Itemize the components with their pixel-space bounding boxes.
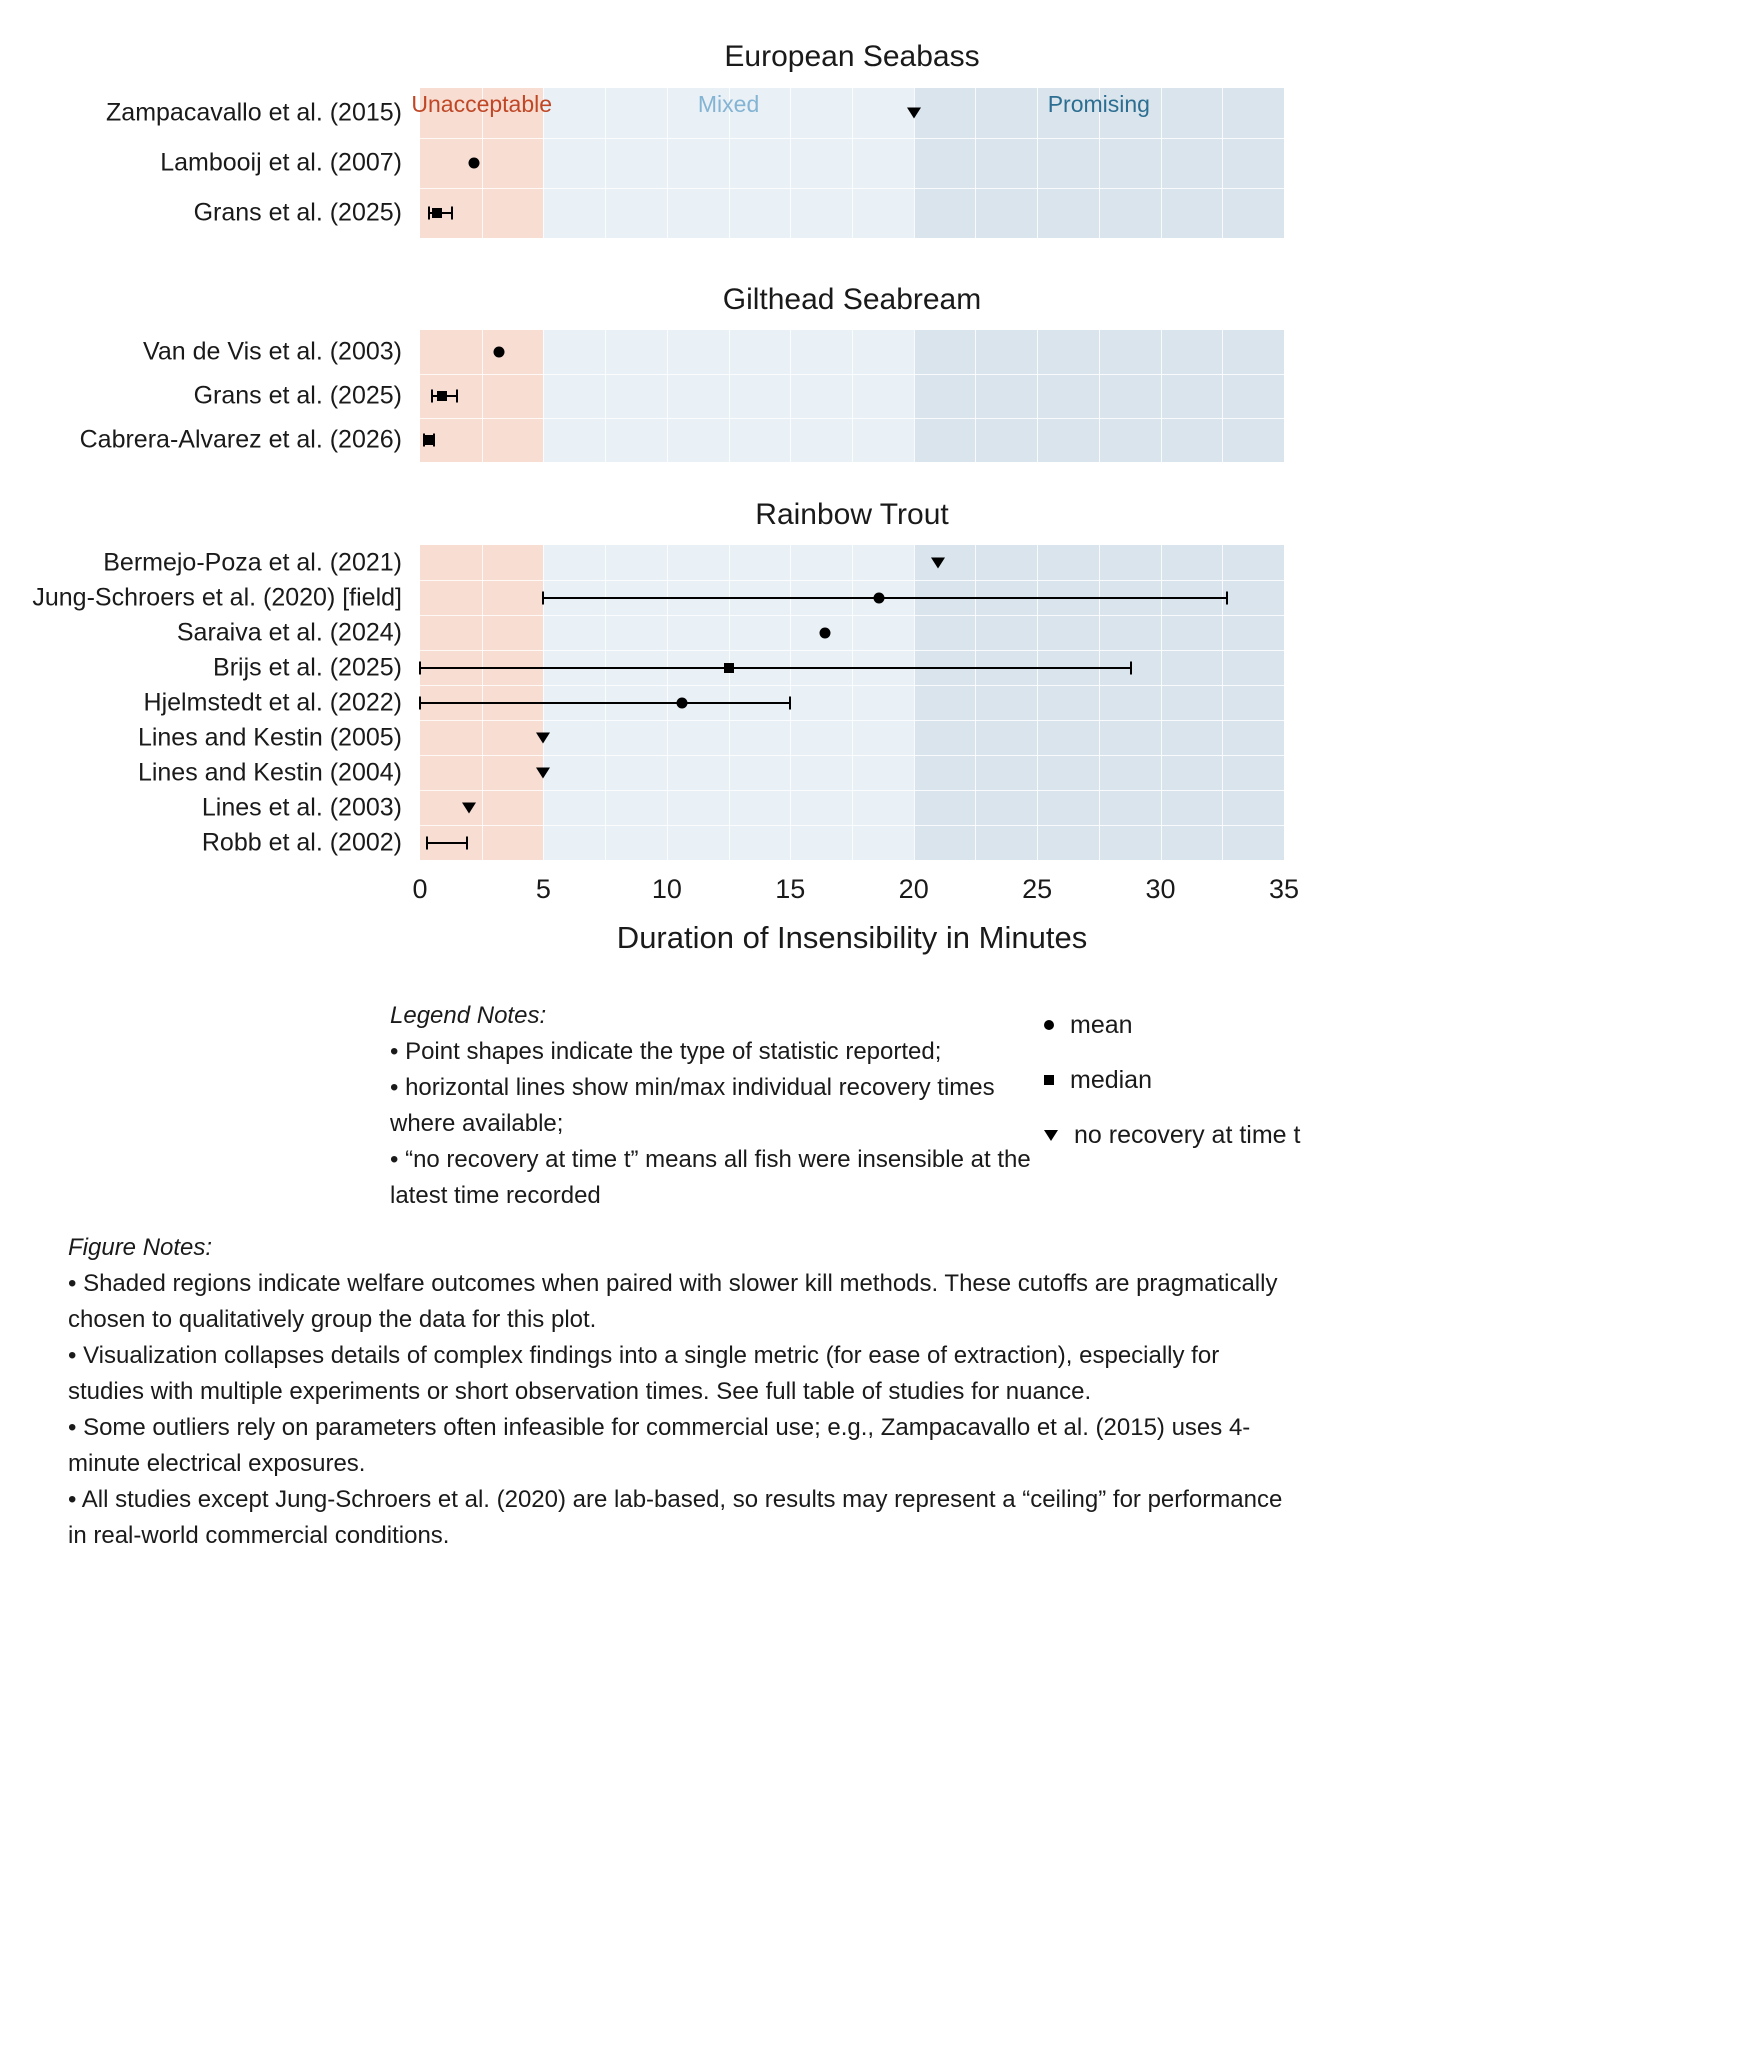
gridline-vertical	[1161, 88, 1162, 238]
panel-title-european-seabass: European Seabass	[724, 40, 980, 73]
marker-circle	[874, 592, 885, 603]
range-cap	[451, 207, 453, 220]
gridline-vertical	[852, 330, 853, 462]
legend-item-no-recovery	[1044, 1120, 1300, 1150]
row-label: Brijs et al. (2025)	[213, 653, 402, 681]
marker-circle	[676, 697, 687, 708]
range-cap	[1130, 661, 1132, 674]
row-label: Cabrera-Alvarez et al. (2026)	[79, 425, 402, 454]
gridline-vertical	[1161, 330, 1162, 462]
gridline-horizontal	[420, 825, 1284, 826]
mean-marker-icon	[1044, 1020, 1054, 1030]
region-label-promising: Promising	[1047, 91, 1150, 117]
gridline-vertical	[605, 88, 606, 238]
range-cap	[456, 390, 458, 403]
gridline-horizontal	[420, 188, 1284, 189]
gridline-horizontal	[420, 790, 1284, 791]
row-label: Saraiva et al. (2024)	[176, 618, 402, 646]
gridline-vertical	[790, 88, 791, 238]
gridline-vertical	[543, 330, 544, 462]
marker-square	[437, 391, 447, 401]
gridline-vertical	[1222, 88, 1223, 238]
row-label: Zampacavallo et al. (2015)	[106, 98, 402, 127]
legend	[1044, 1010, 1364, 1180]
gridline-vertical	[975, 88, 976, 238]
marker-triangle	[536, 767, 550, 778]
range-cap	[542, 591, 544, 604]
range-cap	[1226, 591, 1228, 604]
gridline-horizontal	[420, 138, 1284, 139]
panel-plot	[420, 330, 1284, 462]
legend-note-line: • Point shapes indicate the type of statistic reported;	[390, 1038, 942, 1065]
figure-note-line: • Visualization collapses details of complex findings into a single metric (for ease of extraction), especially for studies with multiple experiments or short observation times. See full table of studies for nuance.	[68, 1342, 1220, 1405]
gridline-vertical	[1037, 545, 1038, 860]
figure-notes	[68, 1230, 1298, 1554]
legend-notes-title: Legend Notes:	[390, 1002, 547, 1029]
legend-label-median: median	[1070, 1065, 1152, 1094]
panel-plot	[411, 88, 1284, 238]
gridline-vertical	[852, 545, 853, 860]
x-axis-title: Duration of Insensibility in Minutes	[616, 920, 1088, 955]
marker-triangle	[462, 802, 476, 813]
gridline-vertical	[605, 330, 606, 462]
gridline-vertical	[667, 330, 668, 462]
marker-circle	[819, 627, 830, 638]
range-line	[543, 597, 1227, 599]
axis-tick-label: 0	[412, 874, 428, 904]
gridline-horizontal	[420, 418, 1284, 419]
marker-triangle	[931, 557, 945, 568]
legend-item-mean	[1044, 1010, 1133, 1040]
row-label: Grans et al. (2025)	[193, 381, 402, 410]
gridline-vertical	[729, 330, 730, 462]
panel-plot	[420, 545, 1284, 860]
figure-notes-title: Figure Notes:	[68, 1234, 213, 1261]
range-cap	[419, 661, 421, 674]
marker-square	[724, 663, 734, 673]
range-line	[420, 702, 790, 704]
legend-label-no-recovery: no recovery at time t	[1074, 1120, 1301, 1149]
legend-note-line: • “no recovery at time t” means all fish were insensible at the latest time recorded	[390, 1146, 1031, 1209]
row-label: Lambooij et al. (2007)	[160, 148, 402, 177]
row-label: Grans et al. (2025)	[193, 198, 402, 227]
figure-note-line: • Shaded regions indicate welfare outcomes when paired with slower kill methods. These cutoffs are pragmatically chosen to qualitatively group the data for this plot.	[68, 1270, 1278, 1333]
gridline-horizontal	[420, 720, 1284, 721]
range-cap	[419, 696, 421, 709]
gridline-vertical	[482, 330, 483, 462]
gridline-vertical	[1099, 545, 1100, 860]
row-label: Van de Vis et al. (2003)	[143, 337, 402, 366]
gridline-vertical	[914, 330, 915, 462]
row-label: Lines and Kestin (2004)	[137, 758, 402, 786]
gridline-vertical	[1037, 88, 1038, 238]
marker-circle	[469, 158, 480, 169]
figure-note-line: • All studies except Jung-Schroers et al. (2020) are lab-based, so results may represent a “ceiling” for performance in real-world commercial conditions.	[68, 1486, 1283, 1549]
range-line	[420, 667, 1131, 669]
legend-item-median	[1044, 1065, 1152, 1095]
axis-tick-label: 10	[651, 874, 682, 904]
legend-note-line: • horizontal lines show min/max individual recovery times where available;	[390, 1074, 995, 1137]
range-line	[427, 842, 466, 844]
range-cap	[466, 836, 468, 849]
axis-tick-label: 25	[1022, 874, 1053, 904]
gridline-vertical	[1037, 330, 1038, 462]
row-label: Robb et al. (2002)	[201, 828, 402, 856]
gridline-horizontal	[420, 374, 1284, 375]
marker-square	[432, 208, 442, 218]
range-cap	[428, 207, 430, 220]
row-label: Bermejo-Poza et al. (2021)	[103, 548, 402, 576]
axis-tick-label: 5	[535, 874, 551, 904]
gridline-vertical	[852, 88, 853, 238]
range-cap	[426, 836, 428, 849]
gridline-vertical	[975, 330, 976, 462]
median-marker-icon	[1044, 1075, 1054, 1085]
range-cap	[789, 696, 791, 709]
marker-triangle	[536, 732, 550, 743]
axis-tick-label: 15	[775, 874, 806, 904]
range-cap	[431, 390, 433, 403]
gridline-horizontal	[420, 685, 1284, 686]
gridline-vertical	[975, 545, 976, 860]
panel-title-rainbow-trout: Rainbow Trout	[755, 498, 949, 531]
gridline-vertical	[914, 545, 915, 860]
gridline-vertical	[790, 330, 791, 462]
marker-circle	[493, 347, 504, 358]
axis-tick-label: 30	[1145, 874, 1176, 904]
row-label: Hjelmstedt et al. (2022)	[143, 688, 402, 716]
row-label: Lines et al. (2003)	[201, 793, 402, 821]
marker-square	[424, 435, 434, 445]
axis-tick-label: 35	[1268, 874, 1300, 904]
gridline-horizontal	[420, 615, 1284, 616]
no-recovery-marker-icon	[1044, 1130, 1058, 1141]
region-label-unacceptable: Unacceptable	[411, 91, 553, 117]
row-label: Lines and Kestin (2005)	[137, 723, 402, 751]
axis-tick-label: 20	[898, 874, 929, 904]
gridline-horizontal	[420, 650, 1284, 651]
gridline-vertical	[1222, 330, 1223, 462]
row-label: Jung-Schroers et al. (2020) [field]	[32, 583, 402, 611]
region-label-mixed: Mixed	[697, 91, 760, 117]
gridline-vertical	[1222, 545, 1223, 860]
gridline-vertical	[1161, 545, 1162, 860]
legend-label-mean: mean	[1070, 1010, 1133, 1039]
figure-note-line: • Some outliers rely on parameters often infeasible for commercial use; e.g., Zampacavallo et al. (2015) uses 4-minute electrical exposures.	[68, 1414, 1251, 1477]
gridline-horizontal	[420, 755, 1284, 756]
panel-title-gilthead-seabream: Gilthead Seabream	[722, 283, 982, 316]
gridline-vertical	[667, 88, 668, 238]
marker-triangle	[907, 108, 921, 119]
gridline-vertical	[1099, 330, 1100, 462]
legend-notes	[390, 998, 1060, 1214]
gridline-horizontal	[420, 580, 1284, 581]
